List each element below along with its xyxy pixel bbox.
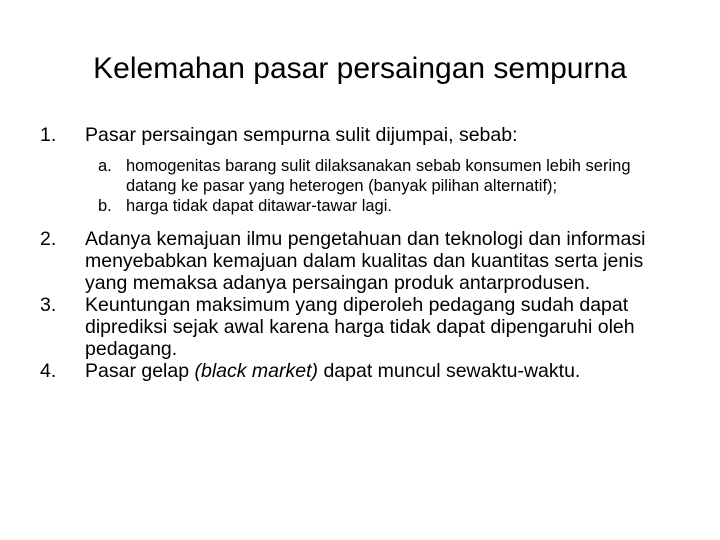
list-item-text xyxy=(85,360,696,382)
sub-list-item-letter: b. xyxy=(98,197,112,215)
list-item-text-end: dapat muncul sewaktu-waktu. xyxy=(318,360,581,382)
sub-list xyxy=(75,156,696,216)
sub-list-item-text: harga tidak dapat ditawar-tawar lagi. xyxy=(126,197,392,215)
list-item-2 xyxy=(36,228,696,294)
sub-list-item-b xyxy=(75,196,696,216)
list-item-text-start: Pasar gelap xyxy=(85,360,195,382)
list-item-text: Keuntungan maksimum yang diperoleh pedagang sudah dapat diprediksi sejak awal karena harga tidak dapat dipengaruhi oleh pedagang. xyxy=(85,294,635,360)
list-item-text-italic: (black market) xyxy=(194,360,319,382)
list-item-number: 2. xyxy=(40,228,57,250)
list-item-number: 3. xyxy=(40,294,57,316)
bullet-list xyxy=(36,124,696,382)
sub-list-item-text: homogenitas barang sulit dilaksanakan sebab konsumen lebih sering datang ke pasar yang heterogen (banyak pilihan alternatif); xyxy=(126,157,631,195)
sub-list-item-letter: a. xyxy=(98,157,112,175)
list-item-text: Adanya kemajuan ilmu pengetahuan dan teknologi dan informasi menyebabkan kemajuan dalam kualitas dan kuantitas serta jenis yang memaksa adanya persaingan produk antarprodusen. xyxy=(85,228,646,294)
list-item-3 xyxy=(36,294,696,360)
list-item-number: 4. xyxy=(40,360,57,382)
list-item-4 xyxy=(36,360,696,382)
list-item-number: 1. xyxy=(40,124,57,146)
slide-title: Kelemahan pasar persaingan sempurna xyxy=(93,52,627,85)
list-item-text: Pasar persaingan sempurna sulit dijumpai, sebab: xyxy=(85,124,518,146)
sub-list-item-a xyxy=(75,156,696,196)
list-item-1 xyxy=(36,124,696,216)
